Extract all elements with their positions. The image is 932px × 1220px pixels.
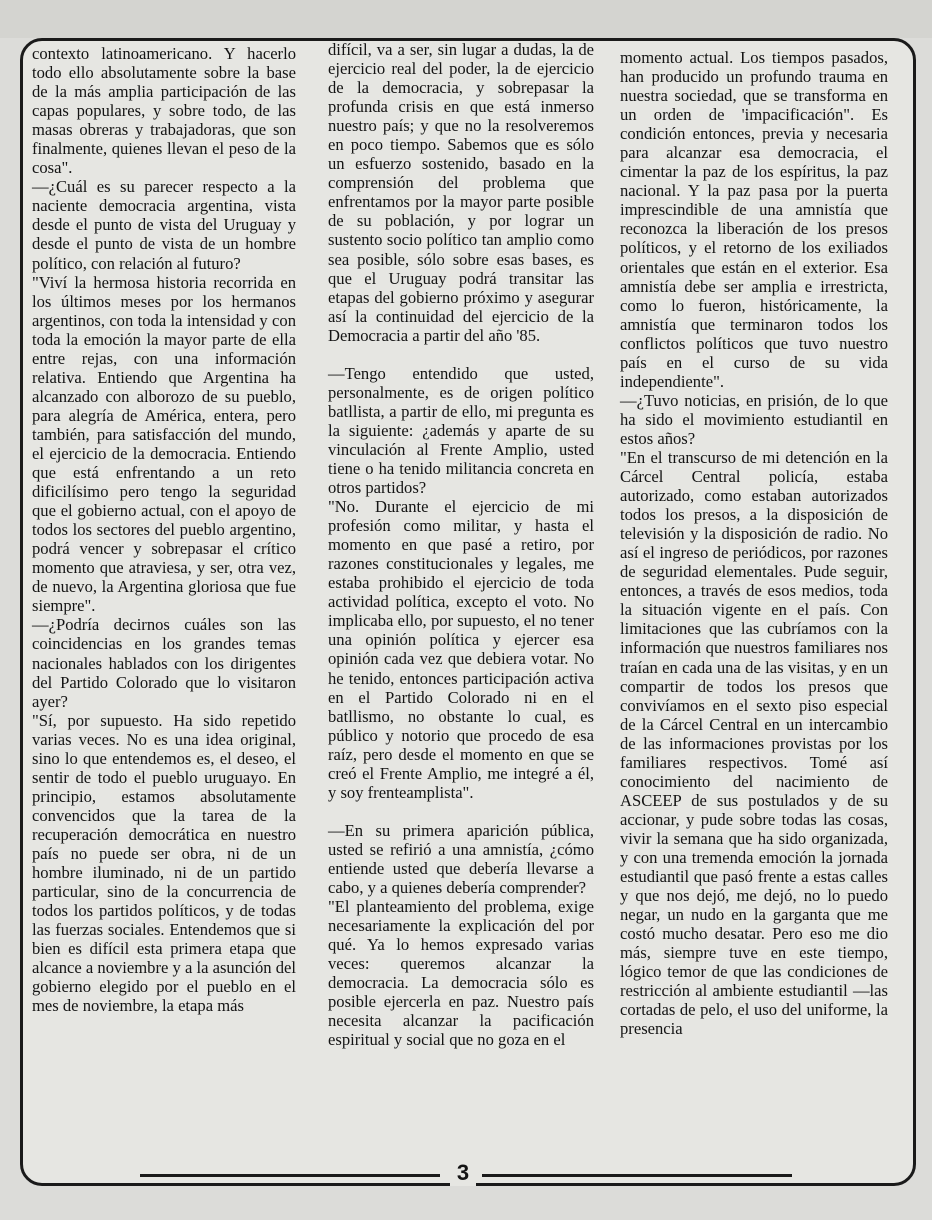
paragraph: difícil, va a ser, sin lugar a dudas, la de ejercicio real del poder, la de ejercicio de la democracia, y sobrepasar la profunda crisis en que está inmerso nuestro país; y que no la resolveremos en poco tiempo. Sabemos que es sólo un esfuerzo sostenido, basado en la comprensión del problema que enfrentamos por la mayor parte posible de su población, y por lograr un sustento socio político tan amplio como sea posible, sólo sobre esas bases, es que el Uruguay podrá transitar las etapas del gobierno próximo y asegurar así la continuidad del ejercicio de la Democracia a partir del año '85.: [328, 40, 594, 345]
question-paragraph: —¿Podría decirnos cuáles son las coincidencias en los grandes temas nacionales hablados con los dirigentes del Partido Colorado que lo visitaron ayer?: [32, 615, 296, 711]
text-column-3: [620, 48, 888, 1038]
footer-rule-left: [140, 1174, 440, 1177]
text-column-1: [32, 44, 296, 1015]
answer-paragraph: "Sí, por supuesto. Ha sido repetido varias veces. No es una idea original, sino lo que entendemos es, el deseo, el sentir de todo el pueblo uruguayo. En principio, estamos absolutamente convencidos que la tarea de la recuperación democrática en nuestro país no puede ser obra, ni de un hombre iluminado, ni de un partido particular, sino de la concurrencia de todos los partidos políticos, y de todas las fuerzas sociales. Entendemos que si bien es difícil esta primera etapa que alcance a noviembre y a la asunción del gobierno elegido por el pueblo en el mes de noviembre, la etapa más: [32, 710, 296, 1016]
question-paragraph: —Tengo entendido que usted, personalmente, es de origen político batllista, a partir de ello, mi pregunta es la siguiente: ¿además y aparte de su vinculación al Frente Amplio, usted tiene o ha tenido militancia concreta en otros partidos?: [328, 363, 594, 498]
question-paragraph: —En su primera aparición pública, usted se refirió a una amnistía, ¿cómo entiende usted que debería llevarse a cabo, y a quienes debería comprender?: [328, 820, 594, 897]
paragraph: contexto latinoamericano. Y hacerlo todo ello absolutamente sobre la base de la más amplia participación de las capas populares, y sobre todo, de las masas obreras y trabajadoras, que son finalmente, quienes llevan el peso de la cosa".: [32, 44, 296, 178]
paragraph: momento actual. Los tiempos pasados, han producido un profundo trauma en nuestra sociedad, que se transforma en un orden de 'impacificación". Es condición entonces, previa y necesaria para alcanzar esa democracia, el cimentar la paz de los espíritus, la paz nacional. Y la paz pasa por la puerta imprescindible de una amnistía que reconozca la liberación de los presos políticos, y el retorno de los exiliados orientales que están en el exterior. Esa amnistía debe ser amplia e irrestricta, como lo fueron, históricamente, la amnistía que terminaron todos los conflictos políticos que tuvo nuestro país en el curso de su vida independiente".: [620, 48, 888, 391]
question-paragraph: —¿Cuál es su parecer respecto a la naciente democracia argentina, vista desde el punto de vista del Uruguay y desde el punto de vista de un hombre político, con relación al futuro?: [32, 177, 296, 273]
page-top-margin: [0, 0, 932, 38]
question-paragraph: —¿Tuvo noticias, en prisión, de lo que ha sido el movimiento estudiantil en estos años?: [620, 390, 888, 448]
answer-paragraph: "El planteamiento del problema, exige necesariamente la explicación del por qué. Ya lo hemos expresado varias veces: queremos alcanzar la democracia. La democracia sólo es posible ejercerla en paz. Nuestro país necesita alcanzar la pacificación espiritual y social que no goza en el: [328, 897, 594, 1050]
page-number: 3: [450, 1160, 476, 1186]
footer-rule-right: [482, 1174, 792, 1177]
answer-paragraph: "Viví la hermosa historia recorrida en los últimos meses por los hermanos argentinos, con toda la intensidad y con toda la emoción la mayor parte de ella entre rejas, con una información relativa. Entiendo que Argentina ha alcanzado con alborozo de su pueblo, para alegría de América, entera, pero también, para satisfacción del mundo, el ejercicio de la democracia. Entiendo que está enfrentando a un reto dificilísimo pero tengo la seguridad que el gobierno actual, con el apoyo de todos los sectores del pueblo argentino, podrá vencer y sobrepasar el crítico momento que atraviesa, y ser, otra vez, de nuevo, la Argentina gloriosa que fue siempre".: [32, 272, 296, 616]
answer-paragraph: "No. Durante el ejercicio de mi profesión como militar, y hasta el momento en que pasé a retiro, por razones constitucionales y legales, me estaba prohibido el ejercicio de toda actividad política, excepto el voto. No implicaba ello, por supuesto, el no tener una opinión política y ejercer esa opinión cada vez que debiera votar. No he tenido, entonces participación activa en el Partido Colorado ni en el batllismo, no obstante lo cual, es público y notorio que procedo de esa raíz, pero desde el momento en que se creó el Frente Amplio, me integré a él, y soy frenteamplista".: [328, 497, 594, 802]
text-column-2: [328, 40, 594, 1049]
answer-paragraph: "En el transcurso de mi detención en la Cárcel Central policía, estaba autorizado, como estaban autorizados todos los presos, a la disposición de televisión y la disposición de radio. No así el ingreso de periódicos, por razones de seguridad elementales. Pude seguir, entonces, a través de esos medios, toda la situación vigente en el país. Con limitaciones que las cubríamos con la información que nuestros familiares nos traían en cada una de las visitas, y en un compartir de todos los presos que convivíamos en el sexto piso especial de la Cárcel Central en un intercambio de las informaciones provistas por los familiares respectivos. Tomé así conocimiento del nacimiento de ASCEEP de sus postulados y de su accionar, y pude sobre todas las cosas, vivir la semana que ha sido organizada, y con una tremenda emoción la jornada estudiantil que pasó frente a estas calles y que nos dejó, me dejó, no lo puedo negar, un nudo en la garganta que me costó mucho desatar. Pero eso me dio más, siempre tuve en este tiempo, lógico temor de que las condiciones de restricción al ambiente estudiantil —las cortadas de pelo, el uso del uniforme, la presencia: [620, 447, 888, 1039]
